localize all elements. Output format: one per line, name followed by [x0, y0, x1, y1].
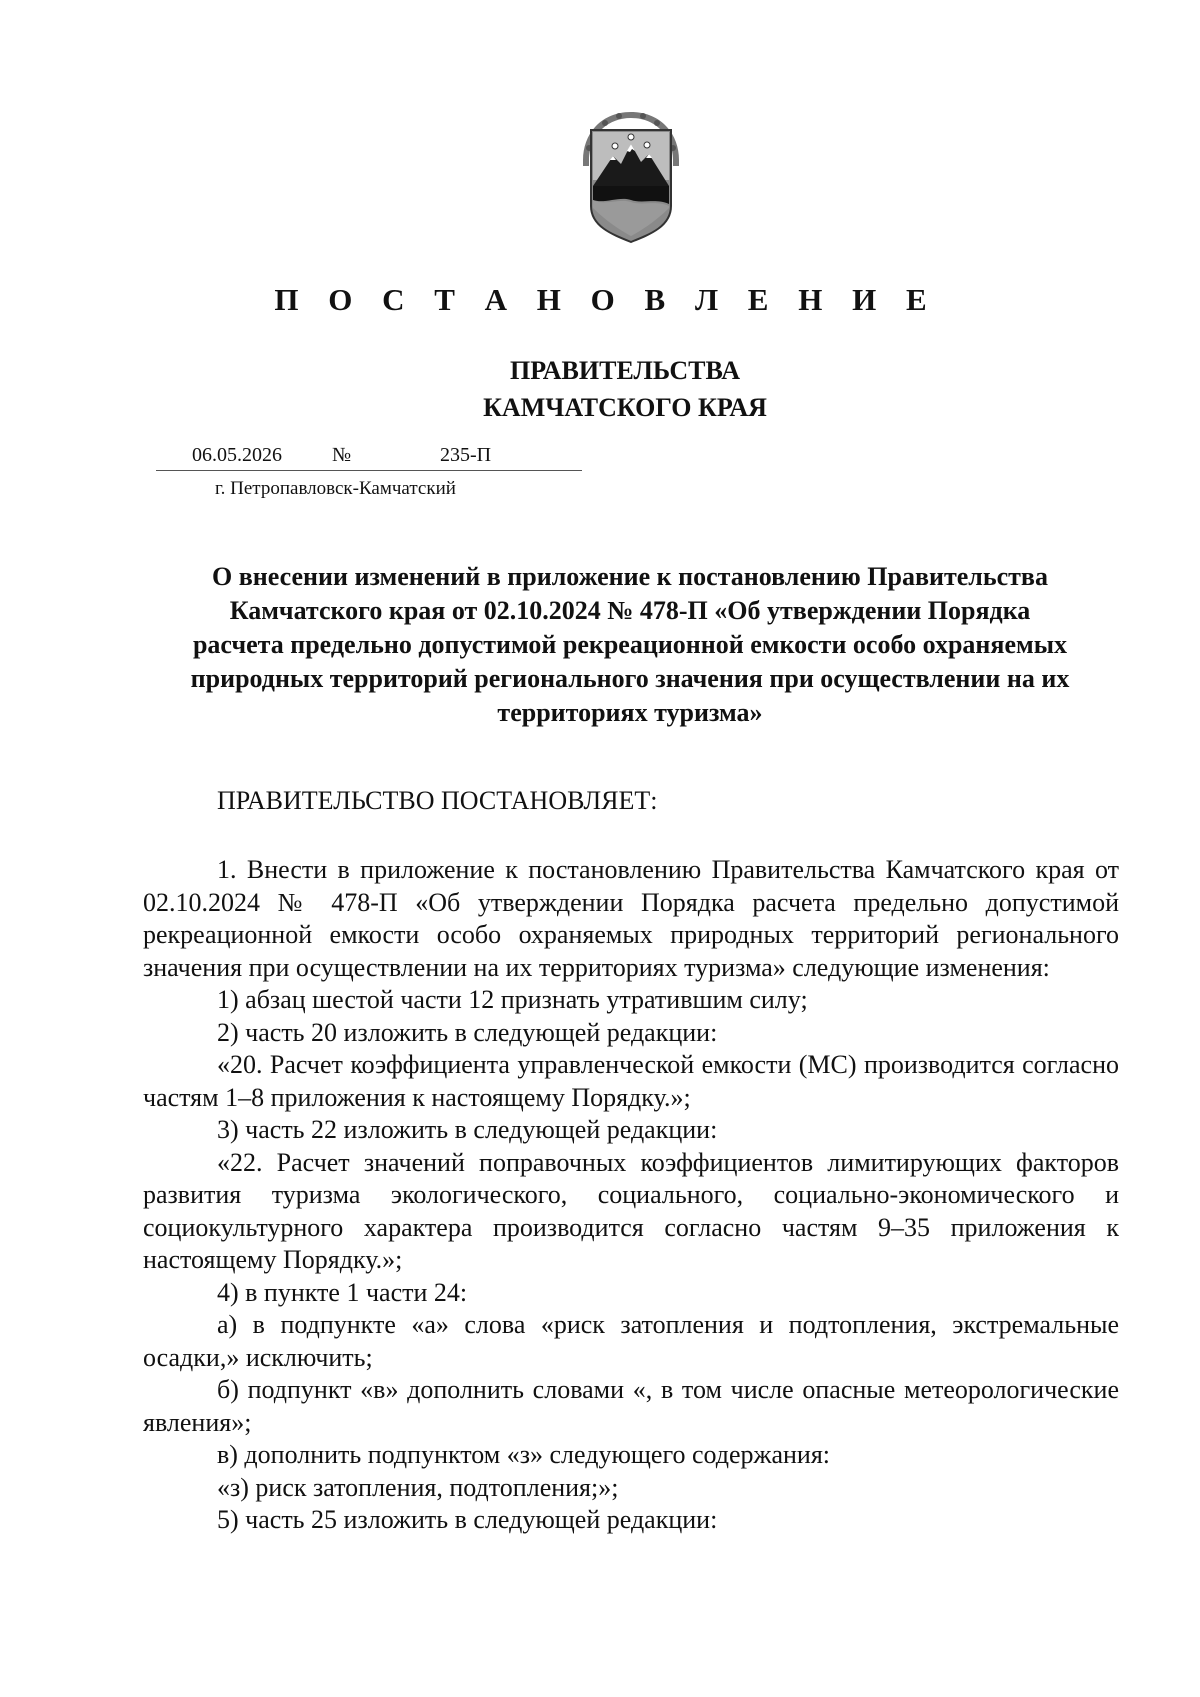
date-number-line [156, 444, 582, 471]
issuer-name [0, 352, 1200, 426]
paragraph: б) подпункт «в» дополнить словами «, в том числе опасные метеорологические явления»; [143, 1375, 1119, 1437]
paragraph: 1. Внести в приложение к постановлению Правительства Камчатского края от 02.10.2024 № 478-П «Об утверждении Порядка расчета предельно допустимой рекреационной емкости особо охраняемых природных территорий регионального значения при осуществлении на их территориях туризма» следующие изменения: [143, 855, 1119, 982]
paragraph: в) дополнить подпунктом «з» следующего содержания: [217, 1440, 831, 1469]
document-type: П О С Т А Н О В Л Е Н И Е [274, 282, 938, 317]
paragraph: 2) часть 20 изложить в следующей редакции: [217, 1017, 718, 1047]
paragraph: «20. Расчет коэффициента управленческой емкости (MC) производится согласно частям 1–8 приложения к настоящему Порядку.»; [143, 1050, 1119, 1112]
title-line: природных территорий регионального значения при осуществлении на их [190, 664, 1070, 693]
city-name: г. Петропавловск-Камчатский [215, 478, 456, 499]
document-body [143, 854, 1119, 1537]
issuer-line: КАМЧАТСКОГО КРАЯ [483, 393, 767, 422]
title-line: О внесении изменений в приложение к постановлению Правительства [212, 562, 1048, 591]
paragraph: 5) часть 25 изложить в следующей редакции: [217, 1505, 718, 1534]
paragraph: «з) риск затопления, подтопления;»; [217, 1472, 619, 1502]
number-sign: № [332, 444, 352, 466]
document-title [140, 560, 1120, 730]
paragraph: «22. Расчет значений поправочных коэффициентов лимитирующих факторов развития туризма экологического, социального, социально-экономического и социокультурного характера производится согласно частям 9–35 приложения к настоящему Порядку.»; [143, 1147, 1119, 1274]
document-date: 06.05.2026 [192, 444, 282, 466]
paragraph: 1) абзац шестой части 12 признать утратившим силу; [217, 985, 808, 1014]
title-line: территориях туризма» [497, 698, 763, 727]
document-number: 235-П [440, 444, 492, 466]
paragraph: 4) в пункте 1 части 24: [217, 1277, 468, 1307]
title-line: Камчатского края от 02.10.2024 № 478-П «Об утверждении Порядка [229, 596, 1031, 625]
paragraph: а) в подпункте «а» слова «риск затопления и подтопления, экстремальные осадки,» исключить; [143, 1310, 1119, 1372]
coat-of-arms-icon [575, 108, 687, 244]
paragraph: 3) часть 22 изложить в следующей редакции: [217, 1115, 718, 1144]
title-line: расчета предельно допустимой рекреационной емкости особо охраняемых [192, 630, 1068, 659]
resolution-heading: ПРАВИТЕЛЬСТВО ПОСТАНОВЛЯЕТ: [217, 786, 658, 815]
issuer-line: ПРАВИТЕЛЬСТВА [510, 356, 740, 385]
